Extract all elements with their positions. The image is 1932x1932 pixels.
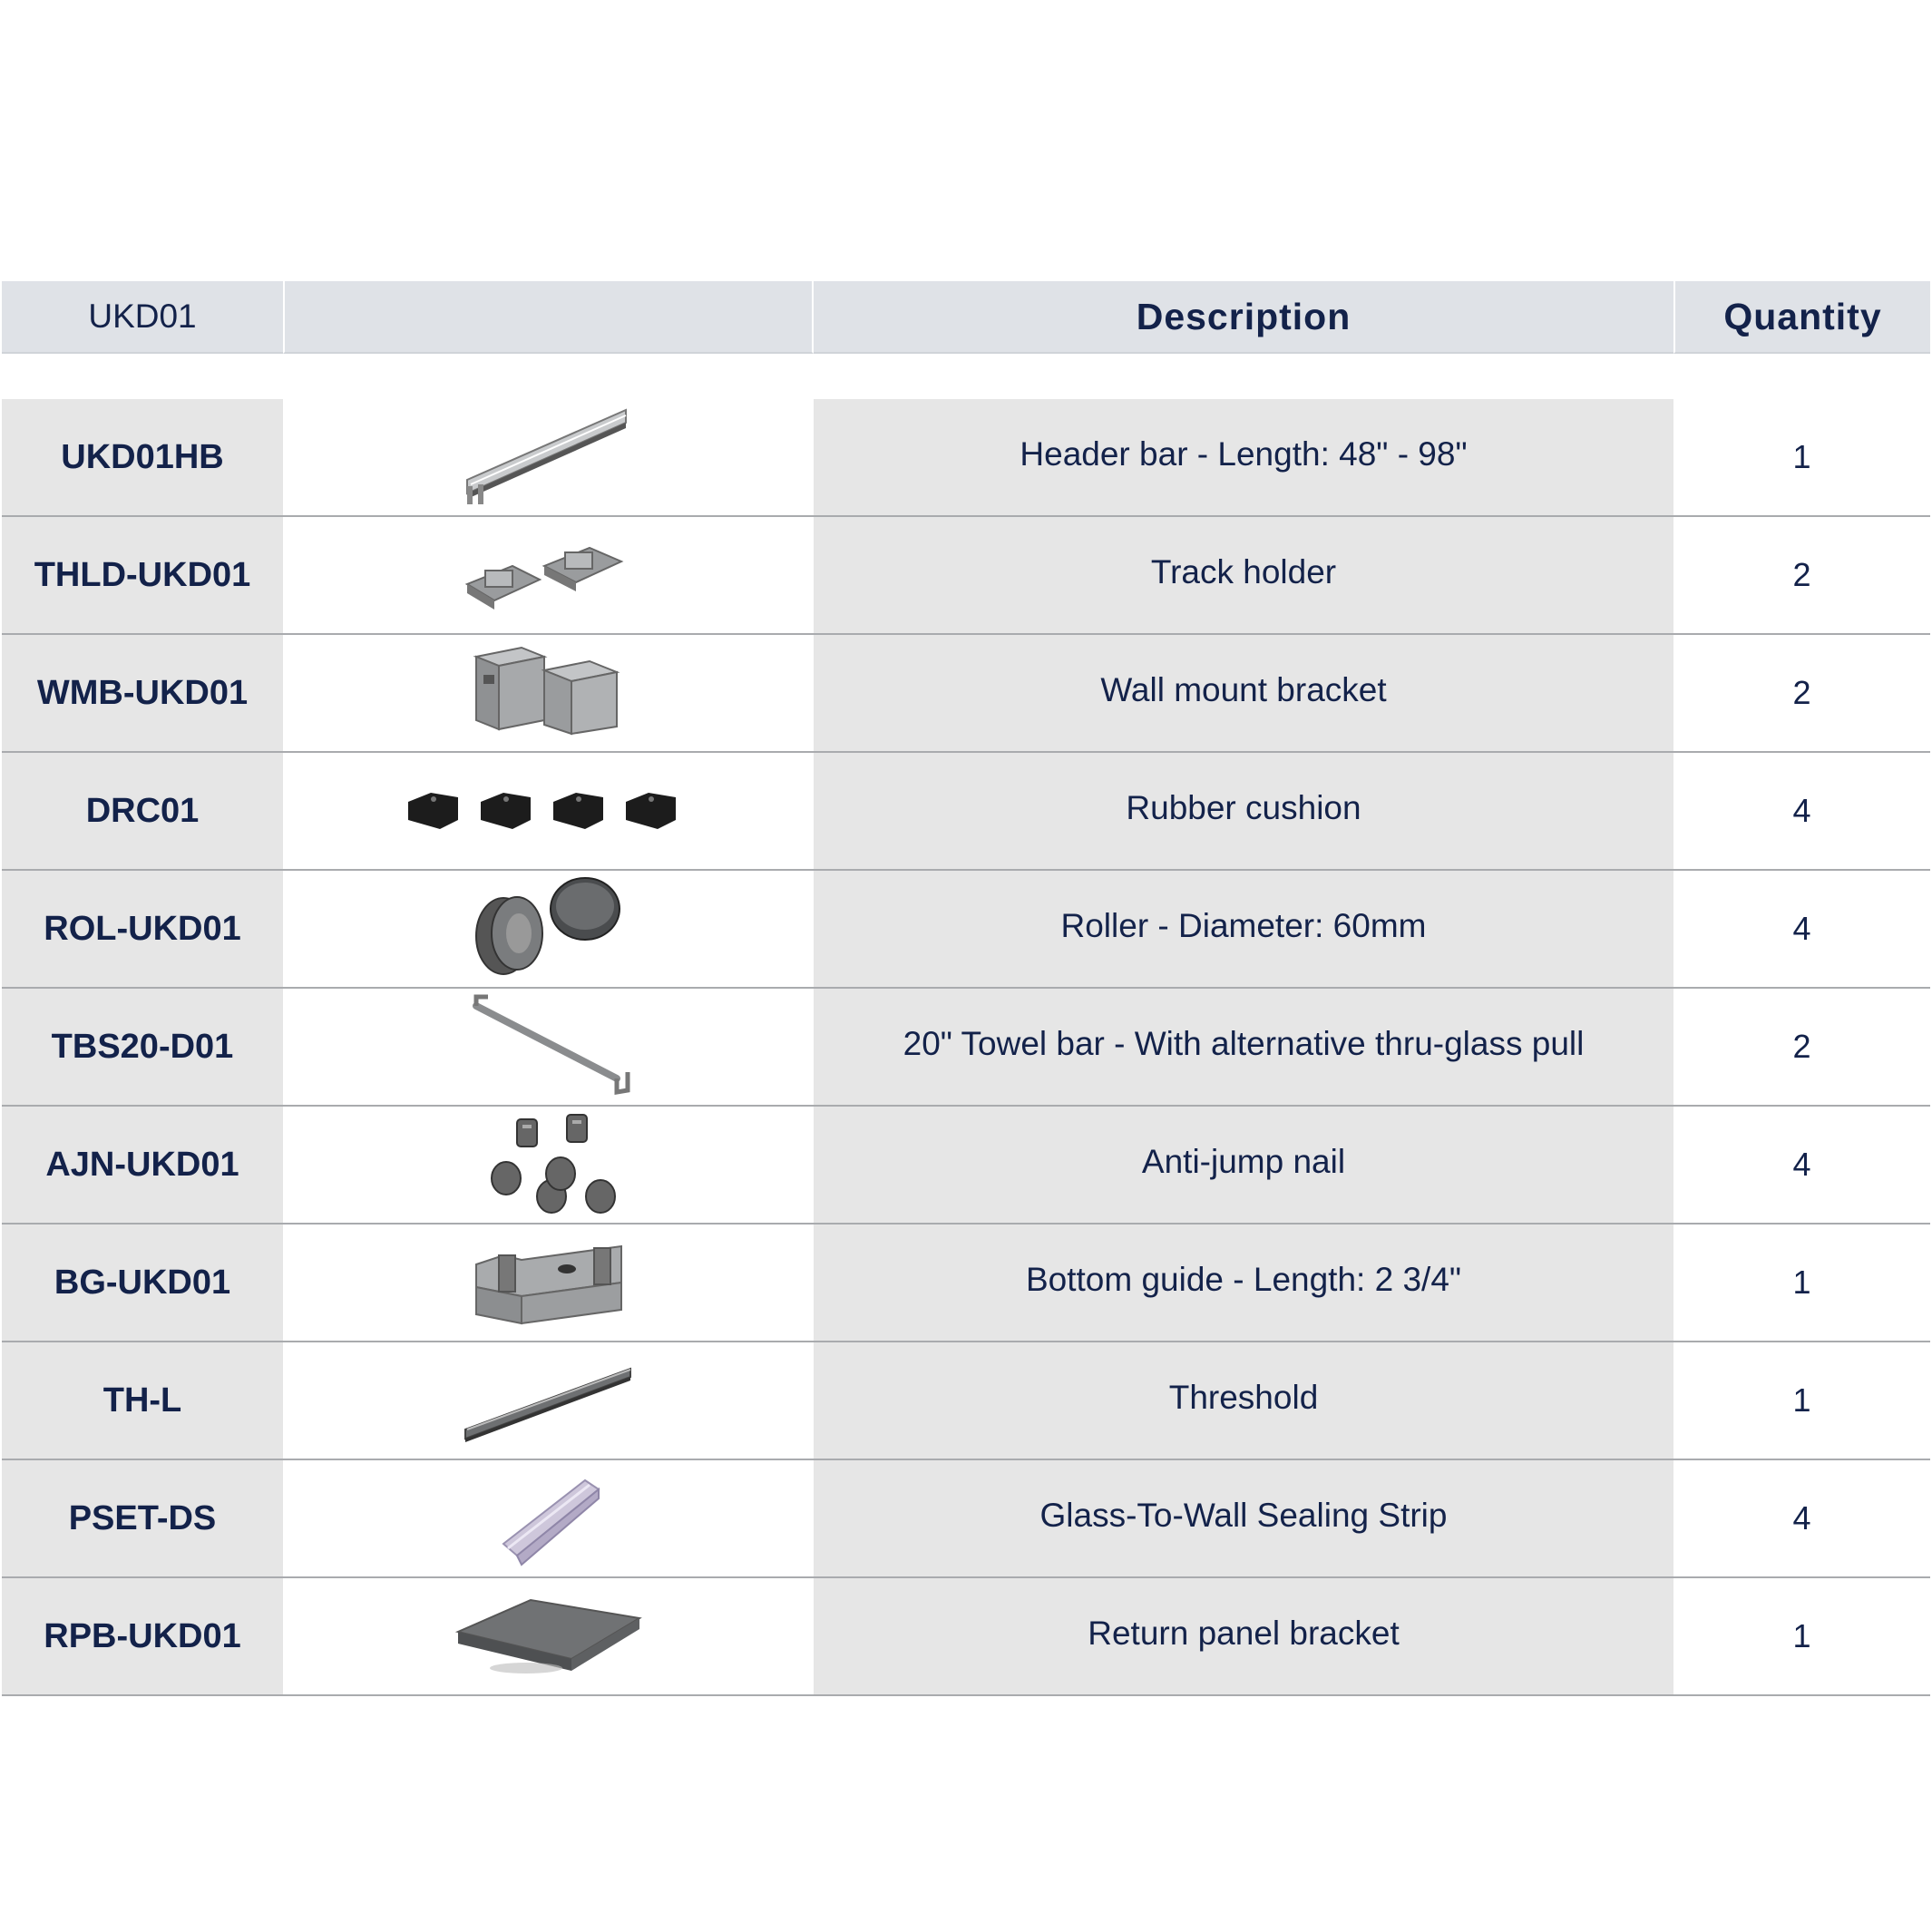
part-description: Roller - Diameter: 60mm <box>814 871 1673 989</box>
part-quantity: 1 <box>1673 399 1930 517</box>
part-image <box>283 753 814 871</box>
part-description: Bottom guide - Length: 2 3/4" <box>814 1225 1673 1342</box>
part-description: Glass-To-Wall Sealing Strip <box>814 1460 1673 1578</box>
part-quantity: 4 <box>1673 1107 1930 1225</box>
part-code: DRC01 <box>2 753 283 871</box>
header-description: Description <box>814 281 1673 354</box>
track-holder-icon <box>458 530 639 620</box>
sealing-strip-icon <box>485 1467 612 1571</box>
part-code: BG-UKD01 <box>2 1225 283 1342</box>
part-description: Track holder <box>814 517 1673 635</box>
part-quantity: 4 <box>1673 1460 1930 1578</box>
part-code: WMB-UKD01 <box>2 635 283 753</box>
part-quantity: 2 <box>1673 517 1930 635</box>
part-description: Anti-jump nail <box>814 1107 1673 1225</box>
header-image <box>283 281 814 354</box>
part-quantity: 4 <box>1673 753 1930 871</box>
part-image <box>283 399 814 517</box>
part-code: TBS20-D01 <box>2 989 283 1107</box>
part-image <box>283 1578 814 1696</box>
part-description: Wall mount bracket <box>814 635 1673 753</box>
part-image <box>283 635 814 753</box>
part-image <box>283 989 814 1107</box>
header-code: UKD01 <box>2 281 283 354</box>
parts-table <box>2 281 1930 1696</box>
part-description: Header bar - Length: 48" - 98" <box>814 399 1673 517</box>
part-code: UKD01HB <box>2 399 283 517</box>
part-image <box>283 1107 814 1225</box>
part-description: Return panel bracket <box>814 1578 1673 1696</box>
part-code: PSET-DS <box>2 1460 283 1578</box>
bottom-guide-icon <box>467 1237 630 1328</box>
part-image <box>283 871 814 989</box>
part-code: RPB-UKD01 <box>2 1578 283 1696</box>
part-code: THLD-UKD01 <box>2 517 283 635</box>
roller-icon <box>463 877 635 981</box>
part-quantity: 1 <box>1673 1225 1930 1342</box>
part-quantity: 1 <box>1673 1342 1930 1460</box>
part-code: ROL-UKD01 <box>2 871 283 989</box>
part-quantity: 1 <box>1673 1578 1930 1696</box>
header-quantity: Quantity <box>1673 281 1930 354</box>
part-quantity: 2 <box>1673 635 1930 753</box>
towel-bar-icon <box>463 992 635 1101</box>
part-image <box>283 1225 814 1342</box>
part-image <box>283 1342 814 1460</box>
part-description: 20" Towel bar - With alternative thru-glass pull <box>814 989 1673 1107</box>
part-quantity: 2 <box>1673 989 1930 1107</box>
part-description: Threshold <box>814 1342 1673 1460</box>
part-code: TH-L <box>2 1342 283 1460</box>
threshold-icon <box>458 1355 639 1446</box>
wall-mount-bracket-icon <box>467 643 630 743</box>
rubber-cushion-icon <box>404 779 694 843</box>
part-code: AJN-UKD01 <box>2 1107 283 1225</box>
part-description: Rubber cushion <box>814 753 1673 871</box>
part-image <box>283 517 814 635</box>
anti-jump-nail-icon <box>481 1110 617 1219</box>
header-bar-icon <box>458 403 639 512</box>
part-image <box>283 1460 814 1578</box>
return-panel-bracket-icon <box>454 1591 644 1682</box>
part-quantity: 4 <box>1673 871 1930 989</box>
